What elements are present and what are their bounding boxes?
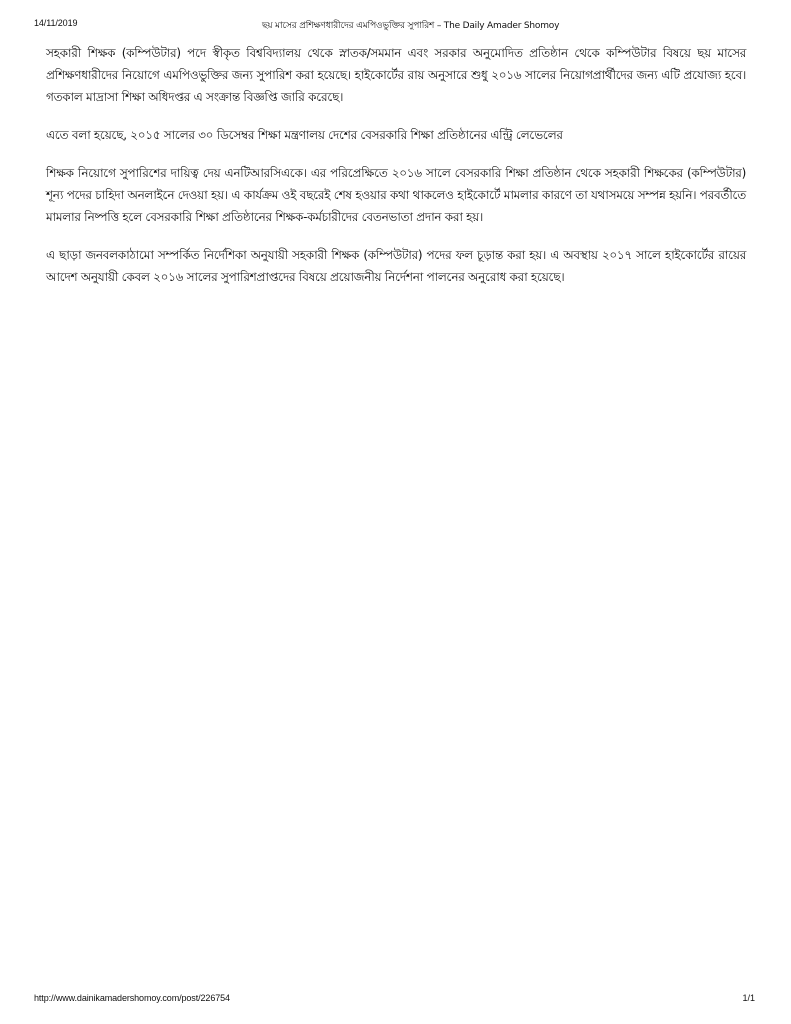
source-url: http://www.dainikamadershomoy.com/post/226754 [34, 993, 230, 1003]
article-paragraph-1: সহকারী শিক্ষক (কম্পিউটার) পদে স্বীকৃত বিশ্ববিদ্যালয় থেকে স্নাতক/সমমান এবং সরকার অনুমোদিত প্রতিষ্ঠান থেকে কম্পিউটার বিষয়ে ছয় মাসের প্রশিক্ষণধারীদের নিয়োগে এমপিওভুক্তির জন্য সুপারিশ করা হয়েছে। হাইকোর্টের রায় অনুসারে শুধু ২০১৬ সালের নিয়োগপ্রার্থীদের জন্য এটি প্রযোজ্য হবে। গতকাল মাদ্রাসা শিক্ষা অধিদপ্তর এ সংক্রান্ত বিজ্ঞপ্তি জারি করেছে। [46, 46, 746, 104]
print-date: 14/11/2019 [34, 18, 78, 28]
article-paragraph-3: শিক্ষক নিয়োগে সুপারিশের দায়িত্ব দেয় এনটিআরসিএকে। এর পরিপ্রেক্ষিতে ২০১৬ সালে বেসরকারি শিক্ষা প্রতিষ্ঠান থেকে সহকারী শিক্ষকের (কম্পিউটার) শূন্য পদের চাহিদা অনলাইনে দেওয়া হয়। এ কার্যক্রম ওই বছরেই শেষ হওয়ার কথা থাকলেও হাইকোর্টে মামলার কারণে তা যথাসময়ে সম্পন্ন হয়নি। পরবর্তীতে মামলার নিষ্পত্তি হলে বেসরকারি শিক্ষা প্রতিষ্ঠানের শিক্ষক-কর্মচারীদের বেতনভাতা প্রদান করা হয়। [46, 166, 746, 224]
page-title: ছয় মাসের প্রশিক্ষণধারীদের এমপিওভুক্তির সুপারিশ – The Daily Amader Shomoy [262, 21, 560, 31]
article-paragraph-2: এতে বলা হয়েছে, ২০১৫ সালের ৩০ ডিসেম্বর শিক্ষা মন্ত্রণালয় দেশের বেসরকারি শিক্ষা প্রতিষ্ঠানের এন্ট্রি লেভেলের [46, 128, 563, 142]
article-paragraph-4: এ ছাড়া জনবলকাঠামো সম্পর্কিত নির্দেশিকা অনুযায়ী সহকারী শিক্ষক (কম্পিউটার) পদের ফল চূড়ান্ত করা হয়। এ অবস্থায় ২০১৭ সালে হাইকোর্টের রায়ের আদেশ অনুযায়ী কেবল ২০১৬ সালের সুপারিশপ্রাপ্তদের বিষয়ে প্রয়োজনীয় নির্দেশনা পালনের অনুরোধ করা হয়েছে। [46, 248, 746, 284]
article-body [46, 42, 746, 288]
page-number: 1/1 [742, 993, 755, 1003]
